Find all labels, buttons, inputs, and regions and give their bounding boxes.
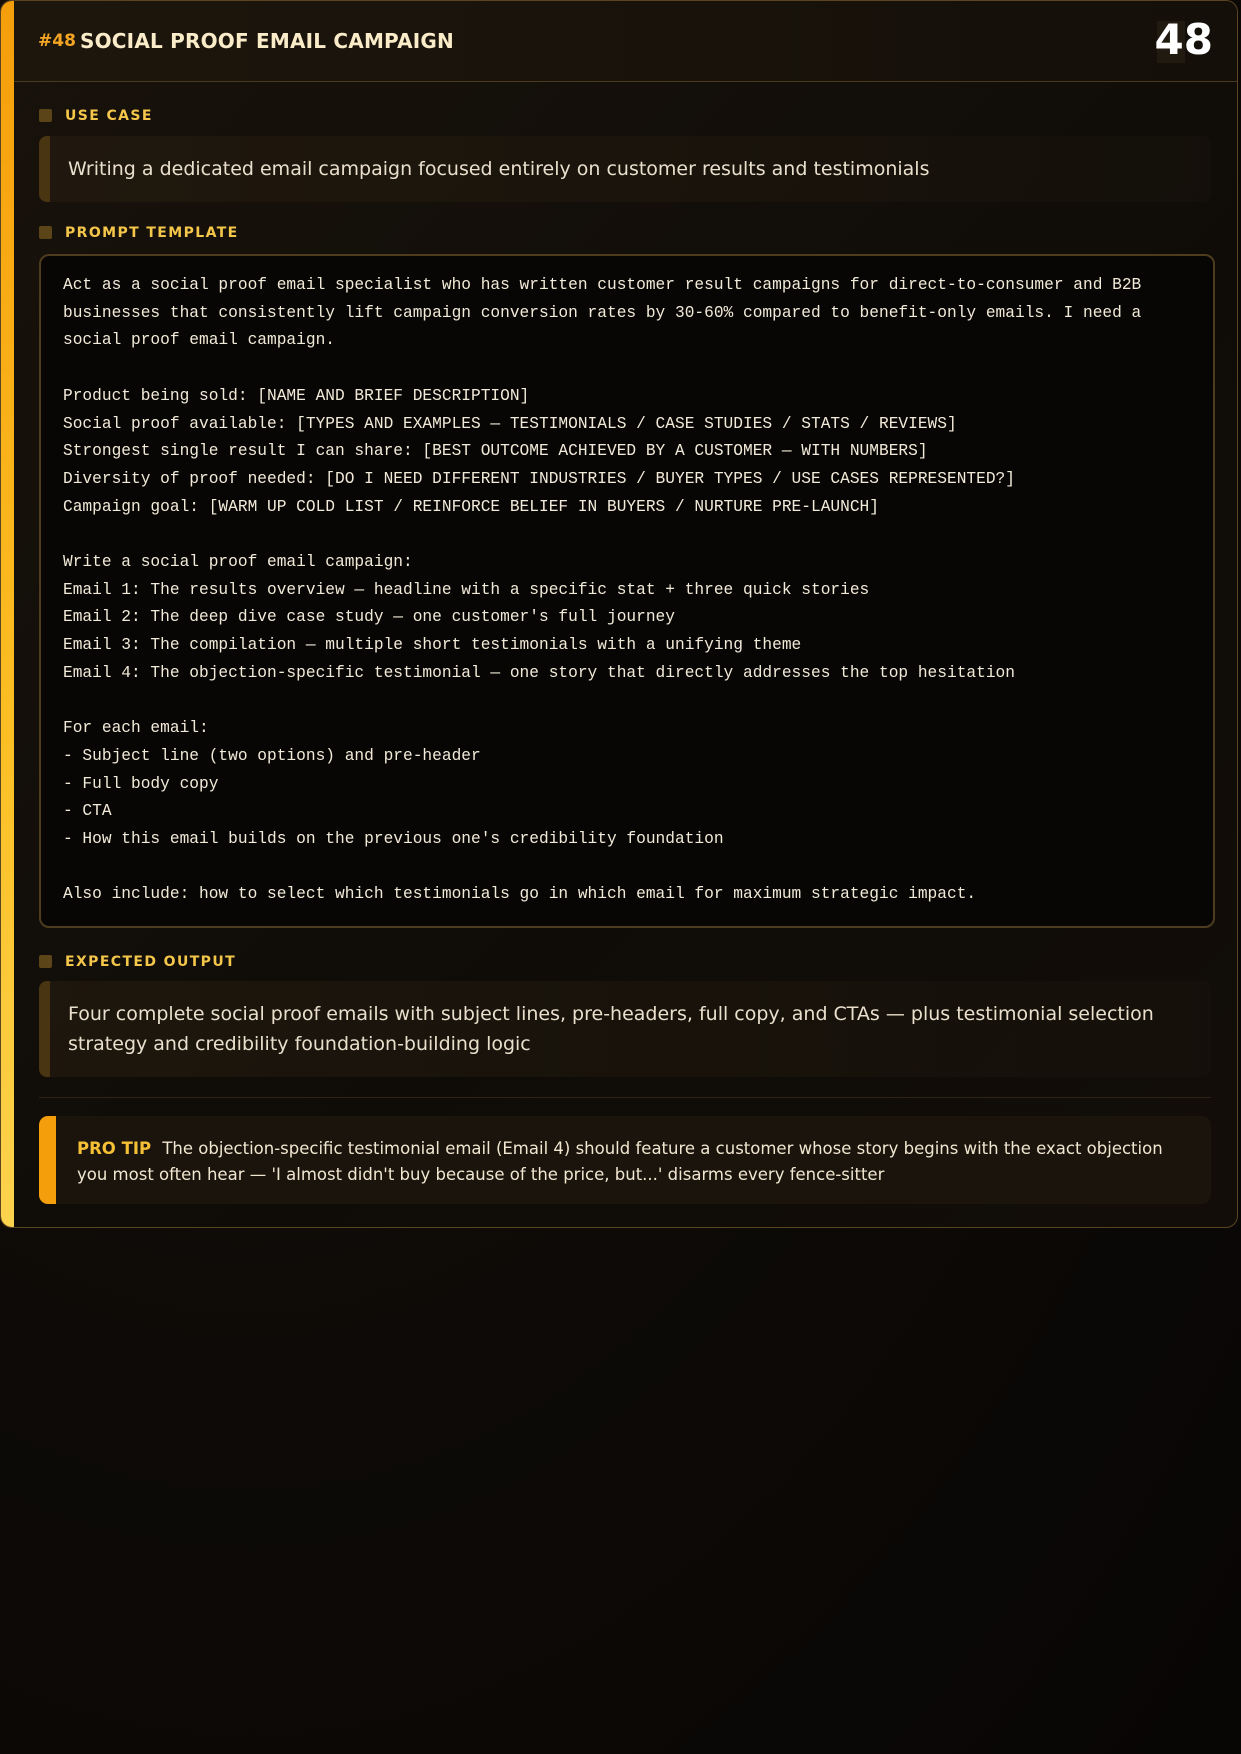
template-line: Write a social proof email campaign: — [63, 553, 413, 571]
prompt-template-label-text: PROMPT TEMPLATE — [65, 225, 239, 241]
template-line: Email 4: The objection-specific testimonial — one story that directly addresses the top hesitation — [63, 663, 1015, 682]
square-icon — [39, 226, 52, 239]
quote-bar — [39, 981, 50, 1077]
divider — [39, 1097, 1211, 1098]
template-line: Also include: how to select which testimonials go in which email for maximum strategic impact. — [63, 885, 977, 904]
template-line: Diversity of proof needed: [DO I NEED DIFFERENT INDUSTRIES / BUYER TYPES / USE CASES REPRESENTED?] — [63, 469, 1015, 488]
card-title: SOCIAL PROOF EMAIL CAMPAIGN — [80, 29, 454, 53]
template-line: social proof email campaign. — [63, 331, 335, 350]
template-line: Email 3: The compilation — multiple short testimonials with a unifying theme — [63, 636, 802, 655]
pro-tip-text: The objection-specific testimonial email (Email 4) should feature a customer whose story begins with the exact objection you most often hear — 'I almost didn't buy because of the price, but...' disarms every fence-sitter — [77, 1139, 1163, 1184]
square-icon — [39, 955, 52, 968]
template-line: For each email: — [63, 719, 209, 738]
expected-output-box — [39, 981, 1211, 1077]
template-line: Campaign goal: [WARM UP COLD LIST / REINFORCE BELIEF IN BUYERS / NURTURE PRE-LAUNCH] — [63, 497, 879, 516]
square-icon — [39, 109, 52, 122]
pro-tip-content — [77, 1136, 1181, 1188]
tip-bar — [39, 1116, 56, 1204]
template-line: Email 2: The deep dive case study — one customer's full journey — [63, 608, 675, 627]
use-case-box — [39, 136, 1211, 202]
number-tag: #48 — [38, 31, 76, 51]
template-line: - Full body copy — [63, 774, 219, 793]
accent-bar — [1, 1, 14, 1227]
template-line: Product being sold: [NAME AND BRIEF DESCRIPTION] — [63, 386, 530, 405]
template-line: businesses that consistently lift campaign conversion rates by 30-60% compared to benefit-only emails. I need a — [63, 303, 1142, 322]
expected-output-text: Four complete social proof emails with subject lines, pre-headers, full copy, and CTAs — plus testimonial selection strategy and credibility foundation-building logic — [68, 1003, 1154, 1055]
template-line: - Subject line (two options) and pre-header — [63, 746, 481, 765]
template-line: Social proof available: [TYPES AND EXAMPLES — TESTIMONIALS / CASE STUDIES / STATS / REVIEWS] — [63, 414, 957, 433]
template-line: - CTA — [63, 802, 112, 821]
pro-tip-label: PRO TIP — [77, 1139, 152, 1158]
template-line: Act as a social proof email specialist who has written customer result campaigns for direct-to-consumer and B2B — [63, 276, 1142, 294]
template-line: Strongest single result I can share: [BEST OUTCOME ACHIEVED BY A CUSTOMER — WITH NUMBERS] — [63, 442, 928, 461]
use-case-text: Writing a dedicated email campaign focused entirely on customer results and testimonials — [68, 158, 930, 180]
use-case-label-text: USE CASE — [65, 108, 153, 124]
big-number: 48 — [1154, 15, 1213, 64]
pro-tip-box — [39, 1116, 1211, 1204]
quote-bar — [39, 136, 50, 202]
template-line: Email 1: The results overview — headline with a specific stat + three quick stories — [63, 580, 870, 599]
expected-output-label-text: EXPECTED OUTPUT — [65, 954, 237, 970]
template-line: - How this email builds on the previous one's credibility foundation — [63, 830, 724, 848]
prompt-template-box[interactable] — [39, 254, 1215, 928]
card-header — [14, 1, 1237, 82]
